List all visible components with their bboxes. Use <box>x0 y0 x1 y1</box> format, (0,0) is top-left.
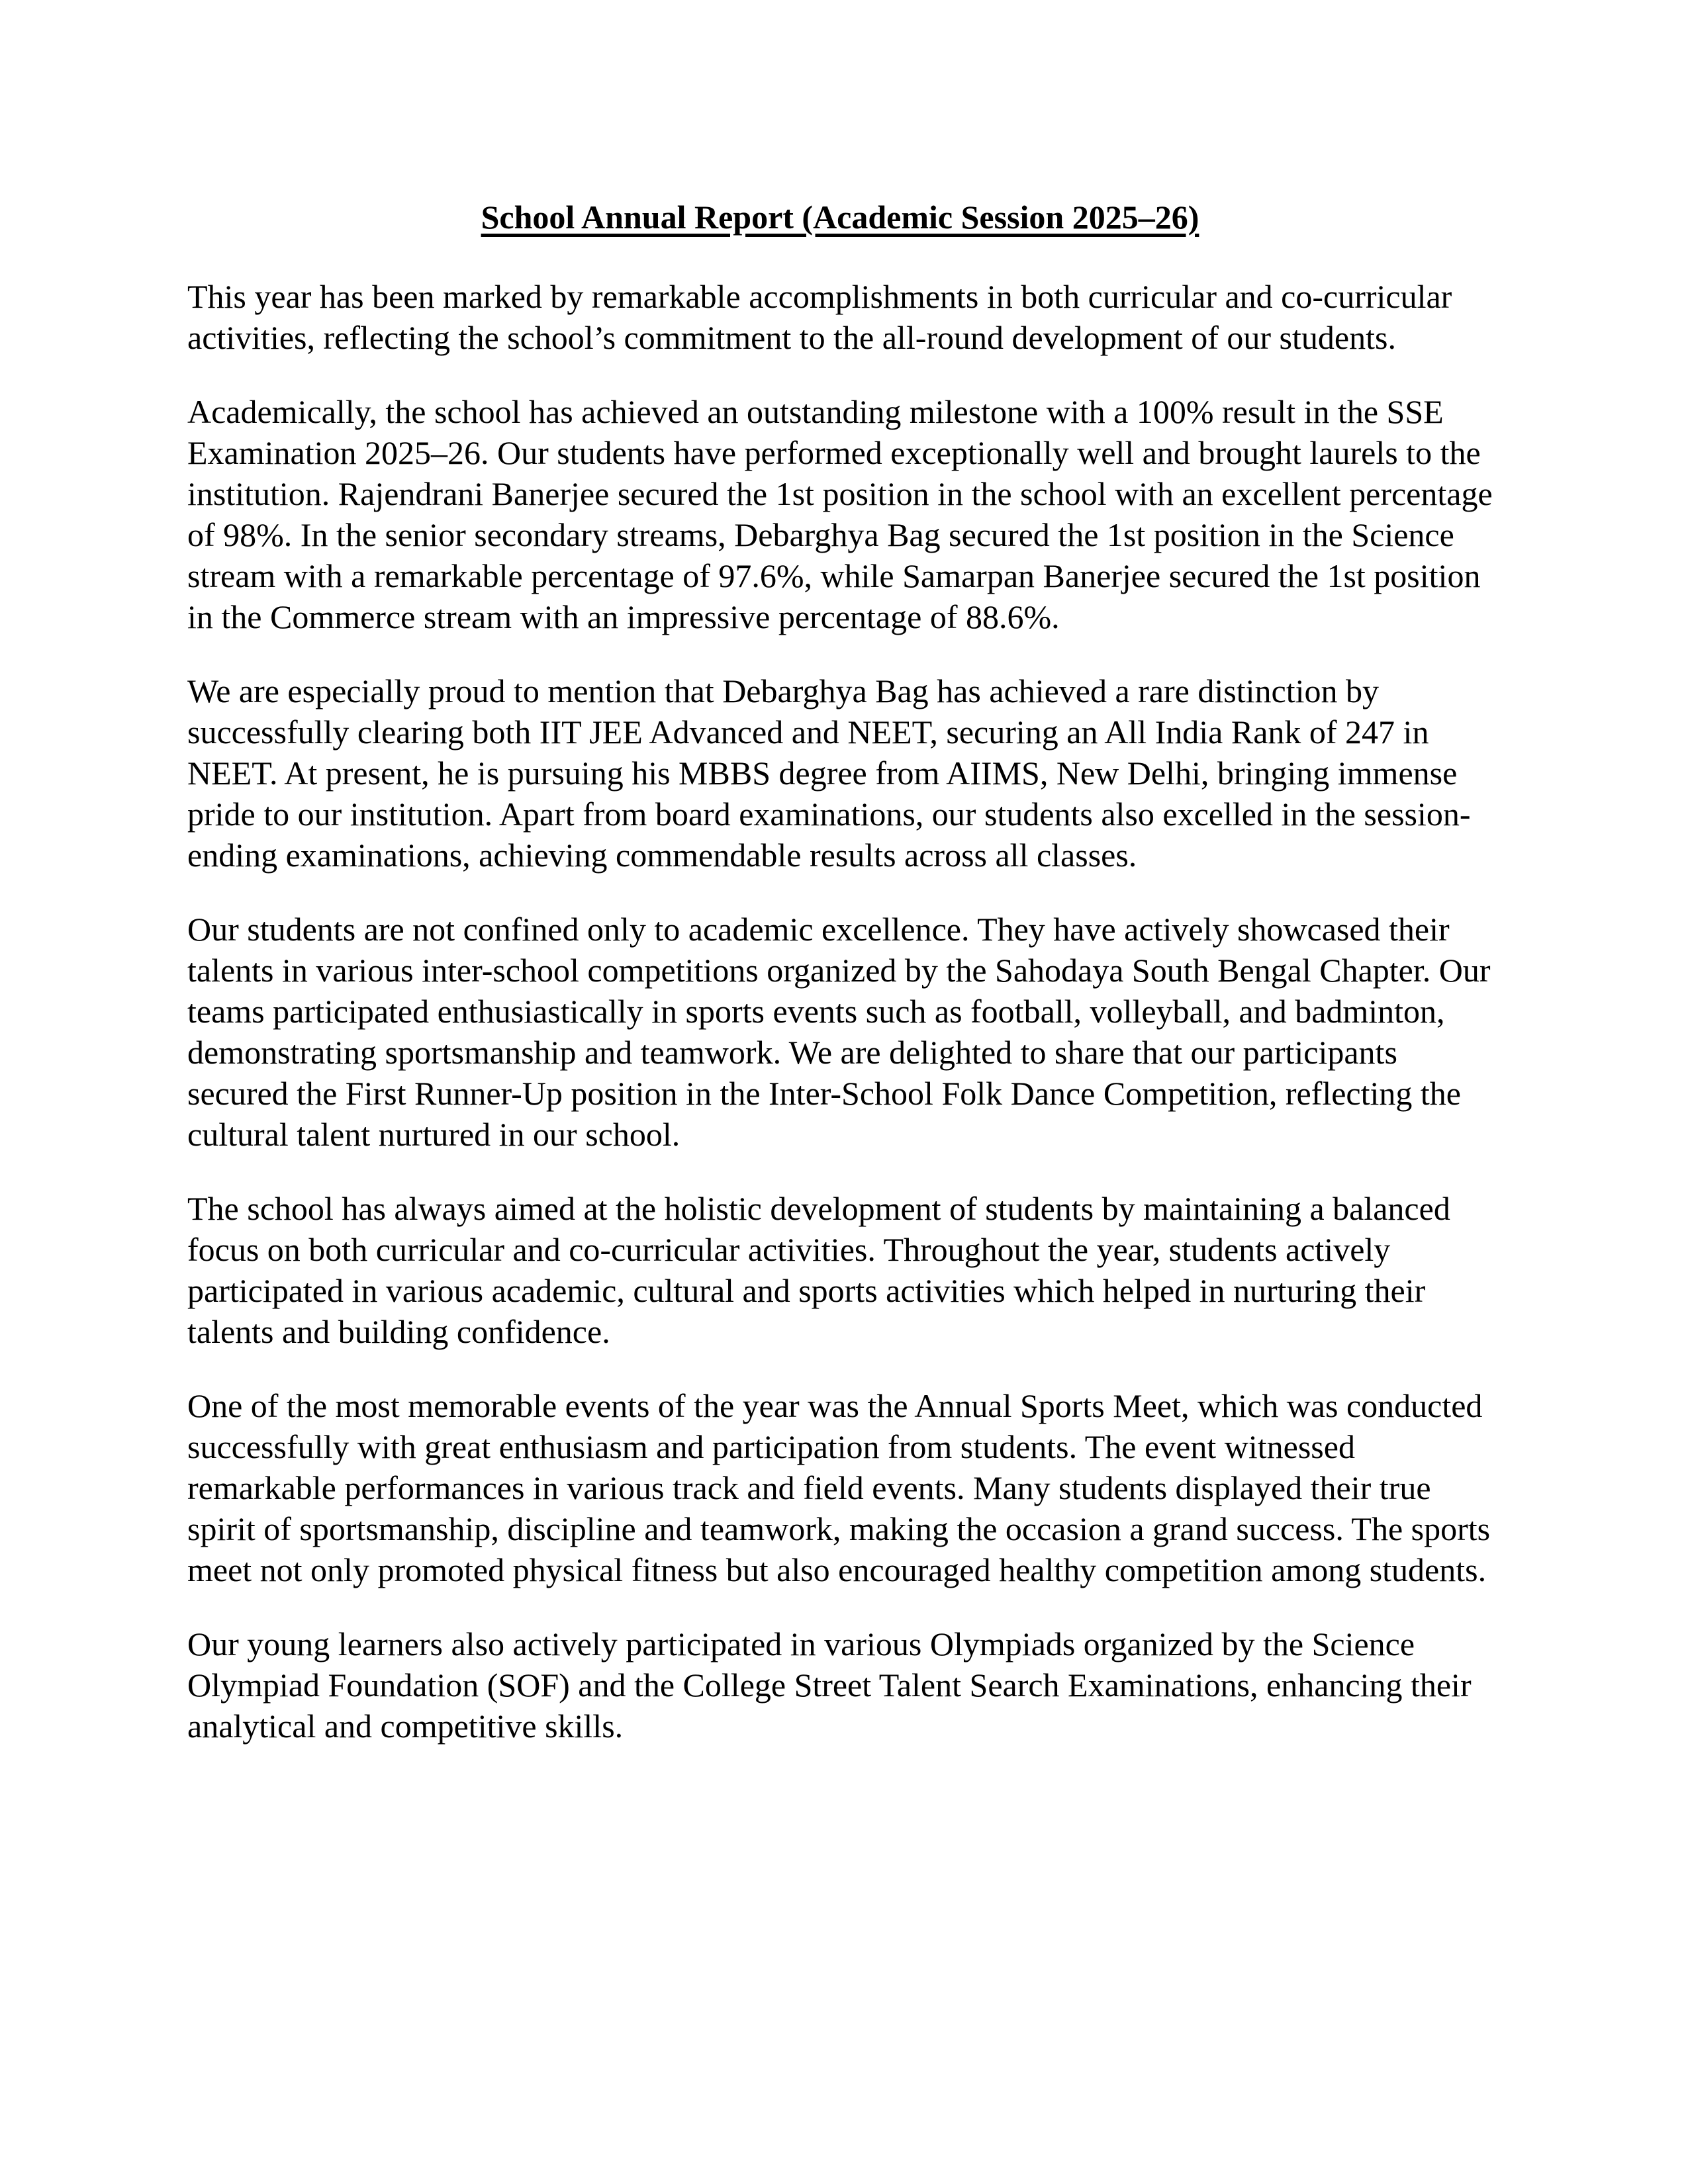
report-paragraph-interschool-competitions: Our students are not confined only to academic excellence. They have actively showcased their talents in various inter-school competitions organized by the Sahodaya South Bengal Chapter. Our teams participated enthusiastically in sports events such as football, volleyball, and badminton, demonstrating sportsmanship and teamwork. We are delighted to share that our participants secured the First Runner-Up position in the Inter-School Folk Dance Competition, reflecting the cultural talent nurtured in our school. <box>187 911 1491 1153</box>
report-paragraph-academic-results: Academically, the school has achieved an outstanding milestone with a 100% result in the SSE Examination 2025–26. Our students have performed exceptionally well and brought laurels to the institution. Rajendrani Banerjee secured the 1st position in the school with an excellent percentage of 98%. In the senior secondary streams, Debarghya Bag secured the 1st position in the Science stream with a remarkable percentage of 97.6%, while Samarpan Banerjee secured the 1st position in the Commerce stream with an impressive percentage of 88.6%. <box>187 393 1493 635</box>
report-paragraph-intro: This year has been marked by remarkable accomplishments in both curricular and co-curricular activities, reflecting the school’s commitment to the all-round development of our students. <box>187 278 1452 356</box>
report-paragraph-iit-neet-distinction: We are especially proud to mention that Debarghya Bag has achieved a rare distinction by successfully clearing both IIT JEE Advanced and NEET, securing an All India Rank of 247 in NEET. At present, he is pursuing his MBBS degree from AIIMS, New Delhi, bringing immense pride to our institution. Apart from board examinations, our students also excelled in the session-ending examinations, achieving commendable results across all classes. <box>187 672 1471 874</box>
report-paragraph-annual-sports-meet: One of the most memorable events of the year was the Annual Sports Meet, which was conducted successfully with great enthusiasm and participation from students. The event witnessed remarkable performances in various track and field events. Many students displayed their true spirit of sportsmanship, discipline and teamwork, making the occasion a grand success. The sports meet not only promoted physical fitness but also encouraged healthy competition among students. <box>187 1387 1491 1588</box>
report-paragraph-holistic-development: The school has always aimed at the holistic development of students by maintaining a balanced focus on both curricular and co-curricular activities. Throughout the year, students actively participated in various academic, cultural and sports activities which helped in nurturing their talents and building confidence. <box>187 1190 1450 1350</box>
report-paragraph-olympiads: Our young learners also actively participated in various Olympiads organized by the Science Olympiad Foundation (SOF) and the College Street Talent Search Examinations, enhancing their analytical and competitive skills. <box>187 1625 1472 1745</box>
report-title: School Annual Report (Academic Session 2025–26) <box>481 199 1199 236</box>
